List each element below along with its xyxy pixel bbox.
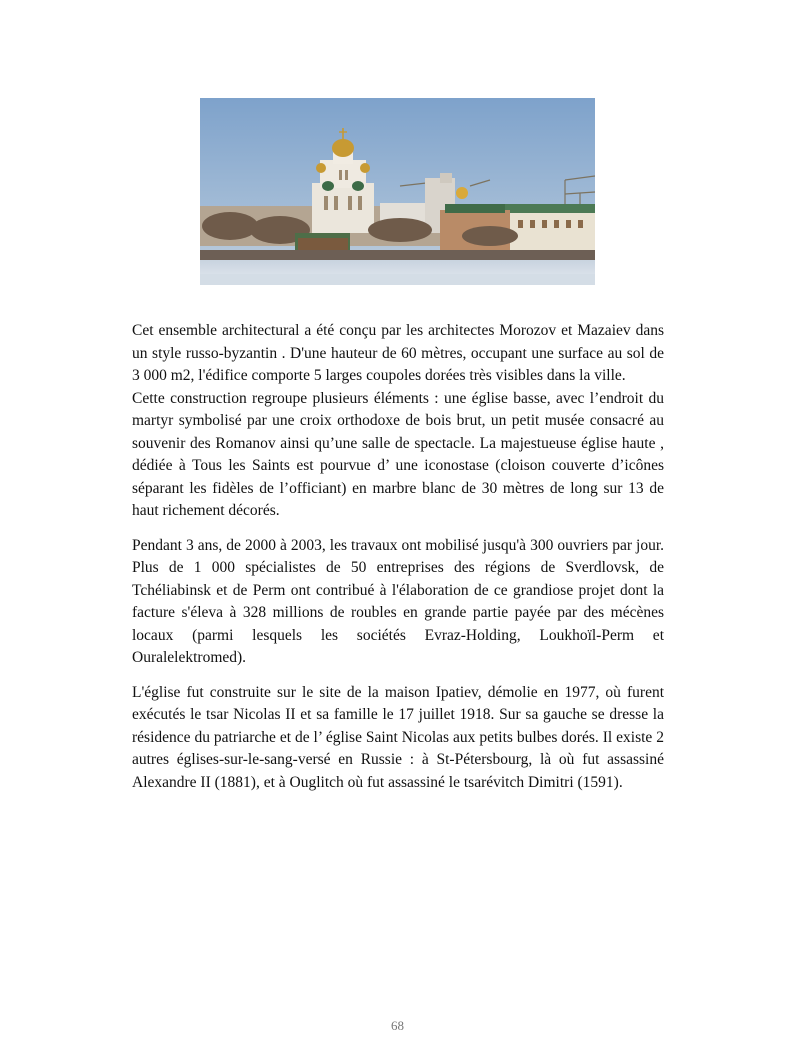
church-photo: [200, 98, 595, 285]
paragraph-2: Cette construction regroupe plusieurs éléments : une église basse, avec l’endroit du martyr symbolisé par une croix orthodoxe de bois brut, un petit musée consacré au souvenir des Romanov ainsi qu’une salle de spectacle. La majestueuse église haute , dédiée à Tous les Saints est pourvue d’ une iconostase (cloison couverte d’icônes séparant les fidèles de l’officiant) en marbre blanc de 30 mètres de long sur 13 de haut richement décorés.: [132, 389, 664, 519]
paragraph-1: Cet ensemble architectural a été conçu par les architectes Morozov et Mazaiev dans un style russo-byzantin . D'une hauteur de 60 mètres, occupant une surface au sol de 3 000 m2, l'édifice comporte 5 larges coupoles dorées très visibles dans la ville.: [132, 322, 664, 384]
paragraph-4: L'église fut construite sur le site de la maison Ipatiev, démolie en 1977, où furent exécutés le tsar Nicolas II et sa famille le 17 juillet 1918. Sur sa gauche se dresse la résidence du patriarche et de l’ église Saint Nicolas aux petits bulbes dorés. Il existe 2 autres églises-sur-le-sang-versé en Russie : à St-Pétersbourg, là où fut assassiné Alexandre II (1881), et à Ouglitch où fut assassiné le tsarévitch Dimitri (1591).: [132, 683, 664, 791]
body-text: [132, 320, 664, 794]
paragraph-3: Pendant 3 ans, de 2000 à 2003, les travaux ont mobilisé jusqu'à 300 ouvriers par jour. Plus de 1 000 spécialistes de 50 entreprises des régions de Sverdlovsk, de Tchéliabinsk et de Perm ont contribué à l'élaboration de ce grandiose projet dont la facture s'éleva à 328 millions de roubles en grande partie payée par des mécènes locaux (parmi lesquels les sociétés Evraz-Holding, Loukhoïl-Perm et Ouralelektromed).: [132, 536, 664, 666]
page-number: 68: [391, 1018, 404, 1033]
